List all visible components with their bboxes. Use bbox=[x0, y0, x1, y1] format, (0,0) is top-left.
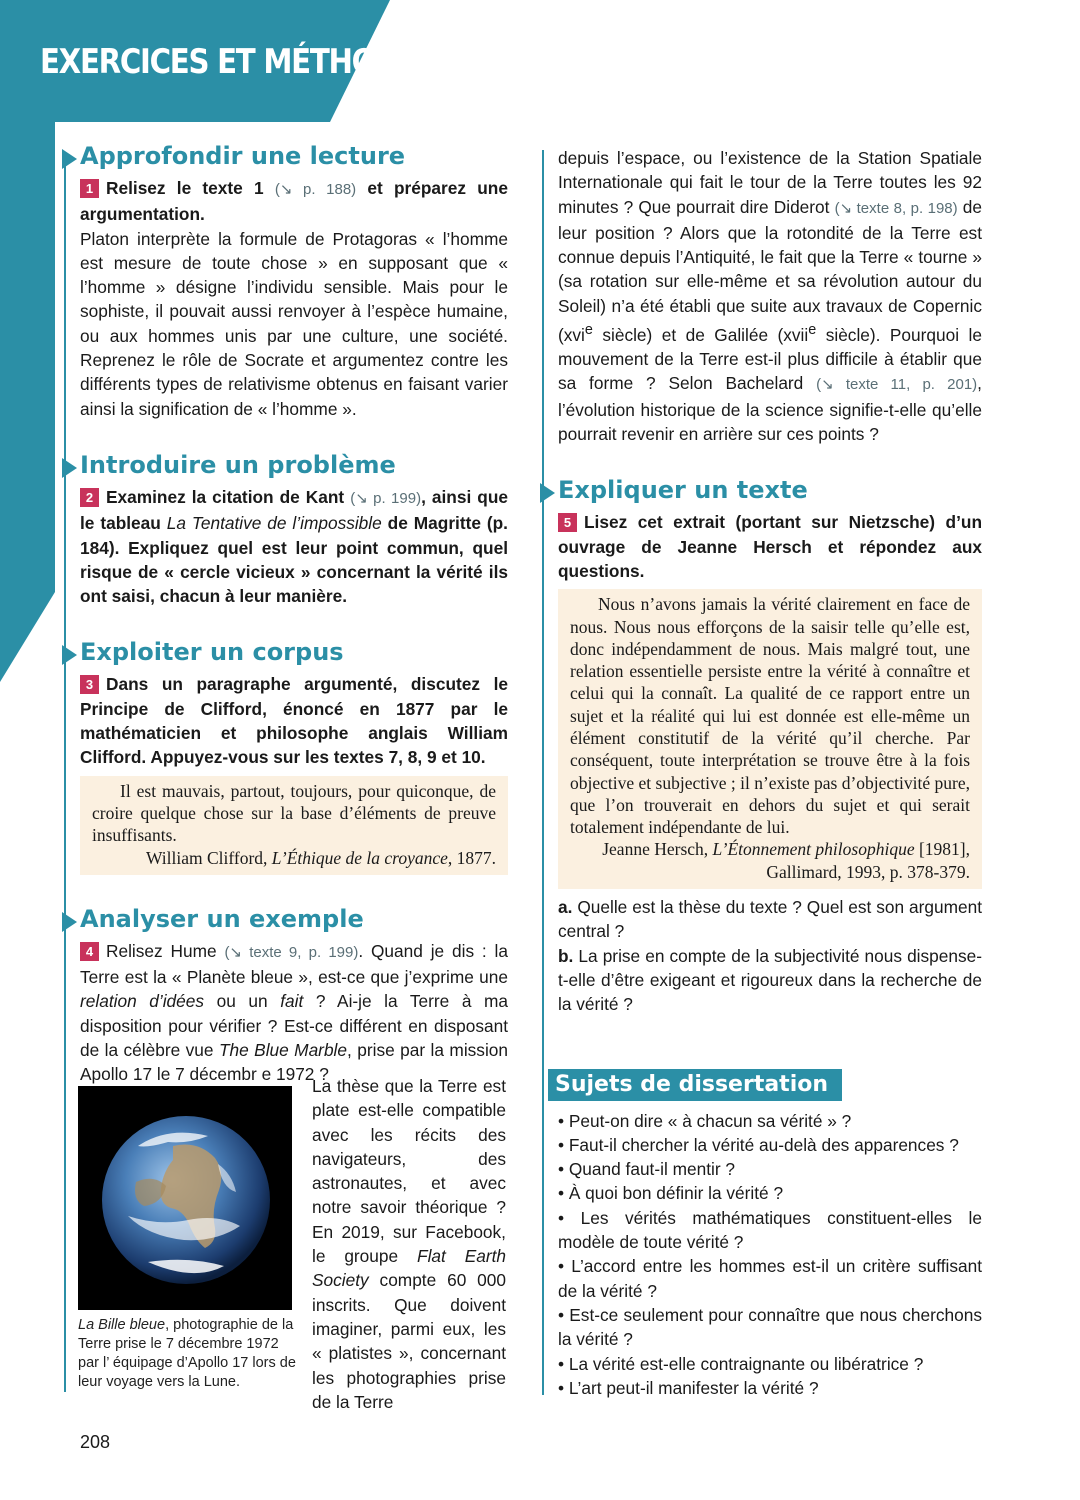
exercise-number-badge: 4 bbox=[80, 942, 99, 961]
exercise-number-badge: 5 bbox=[558, 513, 577, 532]
page-number: 208 bbox=[80, 1432, 111, 1452]
exercise-number-badge: 1 bbox=[80, 179, 99, 198]
exercise-4-side-text bbox=[312, 1074, 506, 1414]
exercise-5-instruction bbox=[558, 510, 982, 583]
exercise-1-body: Platon interprète la formule de Protagoras « l’homme est mesure de toute chose » en supposant que « l’homme » désigne l’individu sensible. Mais pour le sophiste, il pouvait aussi renvoyer à l’espèce humaine, ou aux hommes unis par une culture, une société. Reprenez le rôle de Socrate et argumentez contre les différents types de relativisme obtenus en faisant varier ainsi la signification de « l’homme ». bbox=[80, 228, 508, 419]
section-heading-analyser bbox=[80, 903, 508, 935]
exercise-5-text: Lisez cet extrait (portant sur Nietzsche) d’un ouvrage de Jeanne Hersch et répondez aux questions. bbox=[558, 512, 982, 581]
dissertation-subject-item: • Est-ce seulement pour connaître que nous cherchons la vérité ? bbox=[558, 1304, 982, 1350]
question-label: b. bbox=[558, 945, 574, 966]
exercise-2-text: Examinez la citation de Kant bbox=[106, 486, 345, 507]
clifford-quote bbox=[80, 776, 508, 875]
exercise-1-instruction bbox=[80, 176, 508, 227]
exercise-2-instruction bbox=[80, 485, 508, 608]
section-title: Introduire un problème bbox=[80, 450, 396, 479]
continuation-text-c: siècle) et de Galilée (xvii bbox=[602, 324, 809, 345]
column-divider bbox=[542, 150, 544, 1395]
exercise-4-text-c: ? Ai-je la Terre à ma disposition pour vérifier ? Est-ce différent en disposant de la célèbre vue bbox=[80, 991, 509, 1061]
artwork-title: La Tentative de l’impossible bbox=[166, 513, 382, 534]
decorative-wedge bbox=[0, 122, 55, 682]
page-reference: (↘ p. 199) bbox=[350, 489, 422, 507]
exercise-4-continuation bbox=[558, 146, 982, 446]
dissertation-subject-item: • Les vérités mathématiques constituent-elles le modèle de toute vérité ? bbox=[558, 1207, 982, 1253]
question-label: a. bbox=[558, 897, 573, 918]
quote-attribution bbox=[92, 847, 496, 869]
dissertation-subjects-list bbox=[558, 1109, 982, 1401]
section-title: Exploiter un corpus bbox=[80, 638, 344, 667]
section-arrow-icon bbox=[62, 458, 77, 478]
exercise-4-text: Relisez Hume bbox=[106, 940, 217, 961]
emphasis: fait bbox=[280, 991, 304, 1012]
page-reference: (↘ p. 188) bbox=[274, 181, 357, 198]
earth-globe-image bbox=[78, 1086, 292, 1310]
page-header-title: EXERCICES ET MÉTHODES bbox=[40, 42, 437, 82]
photo-caption bbox=[78, 1316, 298, 1392]
photo-title: The Blue Marble bbox=[218, 1040, 348, 1061]
exercise-number-badge: 3 bbox=[80, 675, 99, 694]
quote-author: Jeanne Hersch, bbox=[602, 839, 709, 860]
dissertation-subject-item: • La vérité est-elle contraignante ou libératrice ? bbox=[558, 1353, 924, 1374]
right-column bbox=[555, 146, 982, 1400]
question-text: La prise en compte de la subjectivité nous dispense-t-elle d’être exigeant et rigoureux dans la recherche de la vérité ? bbox=[558, 945, 982, 1015]
exercise-2-text-end: de Magritte (p. 184). Expliquez quel est leur point commun, quel risque de « cercle vicieux » concernant la vérité ils ont saisi, chacun à leur manière. bbox=[80, 513, 508, 607]
side-text-b: compte 60 000 inscrits. Que doivent imaginer, parmi eux, les « platistes », concernant les photographies prise de la Terre bbox=[312, 1270, 506, 1412]
page-reference: (↘ texte 8, p. 198) bbox=[834, 199, 958, 217]
page-reference: (↘ texte 11, p. 201) bbox=[816, 376, 978, 394]
exercise-number-badge: 2 bbox=[80, 488, 99, 507]
left-column bbox=[80, 140, 508, 1087]
superscript: e bbox=[584, 322, 593, 339]
superscript: e bbox=[808, 322, 817, 339]
left-column-rule bbox=[64, 160, 66, 1392]
group-name: Flat Earth Society bbox=[312, 1246, 506, 1291]
exercise-4-text-a: . Quand je dis : la Terre est la « Planète bleue », est-ce que j’exprime une bbox=[80, 940, 508, 988]
section-arrow-icon bbox=[62, 149, 77, 169]
exercise-4-text-d: , prise par la mission Apollo 17 le 7 décembr e 1972 ? bbox=[80, 1040, 509, 1085]
quote-source: [1981], Gallimard, 1993, p. 378-379. bbox=[766, 839, 970, 882]
caption-text: , photographie de la Terre prise le 7 décembre 1972 par l’ équipage d’Apollo 17 lors de leur voyage vers la Lune. bbox=[78, 1317, 296, 1390]
quote-text: Il est mauvais, partout, toujours, pour quiconque, de croire quelque chose sur la base d’éléments de preuve insuffisants. bbox=[92, 780, 496, 846]
page-reference: (↘ texte 9, p. 199) bbox=[224, 943, 359, 961]
section-title: Expliquer un texte bbox=[558, 476, 808, 505]
side-text-a: La thèse que la Terre est plate est-elle compatible avec les récits des navigateurs, des astronautes, et avec notre savoir théorique ? En 2019, sur Facebook, le groupe bbox=[312, 1076, 506, 1267]
dissertation-subject-item: • Quand faut-il mentir ? bbox=[558, 1159, 736, 1180]
exercise-3-text: Dans un paragraphe argumenté, discutez le Principe de Clifford, énoncé en 1877 par le mathématicien et philosophe anglais William Clifford. Appuyez-vous sur les textes 7, 8, 9 et 10. bbox=[80, 674, 508, 768]
section-arrow-icon bbox=[62, 645, 77, 665]
quote-attribution bbox=[570, 838, 970, 883]
exercise-1-text: Relisez le texte 1 bbox=[106, 178, 264, 198]
question-b bbox=[558, 944, 982, 1017]
exercise-2-text-mid: , ainsi que le tableau bbox=[80, 486, 509, 534]
exercise-3-instruction bbox=[80, 672, 508, 769]
hersch-quote bbox=[558, 589, 982, 889]
question-text: Quelle est la thèse du texte ? Quel est son argument central ? bbox=[558, 897, 982, 942]
section-heading-exploiter bbox=[80, 636, 508, 668]
quote-author: William Clifford, bbox=[145, 847, 268, 868]
caption-title: La Bille bleue bbox=[78, 1317, 166, 1333]
section-heading-expliquer bbox=[558, 474, 982, 506]
continuation-text-b: de leur position ? Alors que la rotondité de la Terre est connue depuis l’Antiquité, le fait que la Terre « tourne » (sa rotation sur elle-même et sa révolution autour du Soleil) n’a été établi que suite aux travaux de Copernic (xvi bbox=[558, 196, 982, 345]
dissertation-subject-item: • L’art peut-il manifester la vérité ? bbox=[558, 1377, 819, 1398]
section-heading-introduire bbox=[80, 449, 508, 481]
quote-work: L’Éthique de la croyance bbox=[271, 847, 448, 868]
dissertation-subjects-heading: Sujets de dissertation bbox=[548, 1069, 842, 1101]
question-a bbox=[558, 895, 982, 944]
exercise-1-text-end: et préparez une argumentation. bbox=[80, 178, 508, 225]
dissertation-subject-item: • Peut-on dire « à chacun sa vérité » ? bbox=[558, 1110, 852, 1131]
quote-year: , 1877. bbox=[447, 847, 496, 868]
continuation-text-a: depuis l’espace, ou l’existence de la Station Spatiale Internationale qui fait le tour de la Terre toutes les 92 minutes ? Que pourrait dire Diderot bbox=[558, 148, 982, 217]
exercise-4-instruction bbox=[80, 939, 508, 1087]
section-arrow-icon bbox=[62, 912, 77, 932]
dissertation-subject-item: • L’accord entre les hommes est-il un critère suffisant de la vérité ? bbox=[558, 1256, 982, 1301]
continuation-text-e: , l’évolution historique de la science signifie-t-elle qu’elle pourrait revenir en arrière sur ces points ? bbox=[558, 373, 982, 445]
emphasis: relation d’idées bbox=[80, 991, 205, 1012]
section-title: Analyser un exemple bbox=[80, 904, 364, 933]
dissertation-subject-item: • À quoi bon définir la vérité ? bbox=[558, 1183, 784, 1204]
dissertation-subject-item: • Faut-il chercher la vérité au-delà des apparences ? bbox=[558, 1134, 959, 1155]
continuation-text-d: siècle). Pourquoi le mouvement de la Terre est-il plus difficile à établir que sa forme ? Selon Bachelard bbox=[558, 324, 982, 394]
exercise-4-text-b: ou un bbox=[216, 991, 268, 1012]
quote-text: Nous n’avons jamais la vérité clairement en face de nous. Nous nous efforçons de la saisir telle qu’elle est, donc indépendamment de nous. Mais malgré tout, une relation essentielle persiste entre la vérité à connaître et celui qui la connaît. La qualité de ce rapport entre un sujet et la réalité qui lui est donnée est elle-même un élément constitutif de la vérité qu’il cherche. Par conséquent, toute interprétation se trouve être à la fois objective et subjective ; il n’existe pas d’objectivité pure, que l’on trouverait en dehors du sujet et qui serait totalement indépendante de lui. bbox=[570, 594, 970, 838]
quote-work: L’Étonnement philosophique bbox=[712, 839, 915, 860]
earth-photo bbox=[78, 1086, 292, 1310]
section-title: Approfondir une lecture bbox=[80, 142, 406, 170]
section-heading-approfondir bbox=[80, 140, 508, 172]
section-arrow-icon bbox=[540, 483, 555, 503]
